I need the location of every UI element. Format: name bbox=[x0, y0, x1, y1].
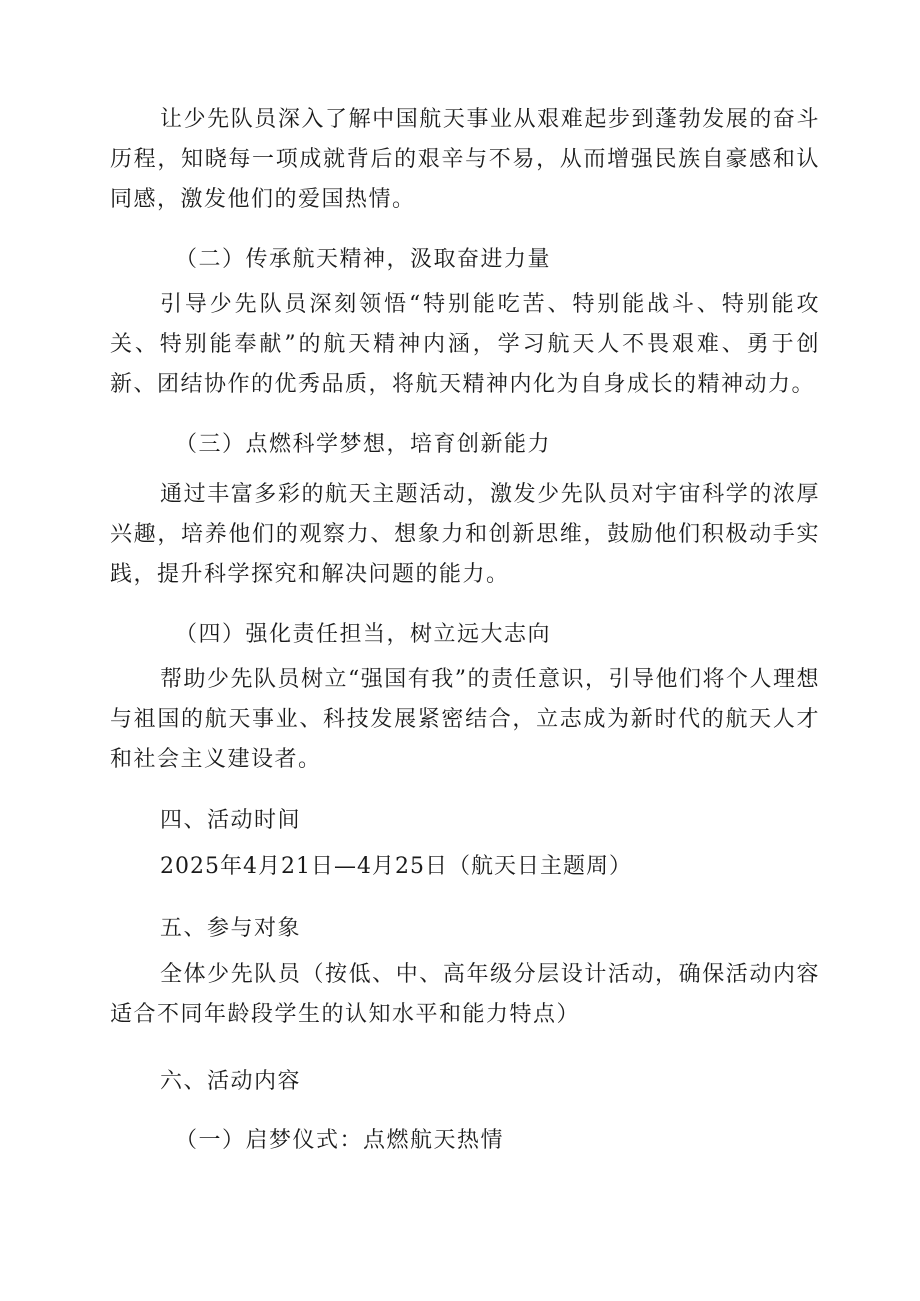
subheading-science: （三）点燃科学梦想，培育创新能力 bbox=[175, 432, 552, 457]
subheading-responsibility: （四）强化责任担当，树立远大志向 bbox=[175, 622, 552, 647]
activity-time-value: 2025年4月21日—4月25日（航天日主题周） bbox=[160, 854, 632, 879]
paragraph-target: 全体少先队员（按低、中、高年级分层设计活动，确保活动内容适合不同年龄段学生的认知水平和能力特点） bbox=[110, 962, 820, 1027]
subheading-spirit: （二）传承航天精神，汲取奋进力量 bbox=[175, 247, 552, 272]
paragraph-responsibility: 帮助少先队员树立“强国有我”的责任意识，引导他们将个人理想与祖国的航天事业、科技发展紧密结合，立志成为新时代的航天人才和社会主义建设者。 bbox=[110, 667, 820, 772]
section-heading-target: 五、参与对象 bbox=[160, 916, 302, 941]
section-heading-content: 六、活动内容 bbox=[160, 1069, 302, 1094]
paragraph-history: 让少先队员深入了解中国航天事业从艰难起步到蓬勃发展的奋斗历程，知晓每一项成就背后的艰辛与不易，从而增强民族自豪感和认同感，激发他们的爱国热情。 bbox=[110, 107, 820, 212]
paragraph-spirit: 引导少先队员深刻领悟“特别能吃苦、特别能战斗、特别能攻关、特别能奉献”的航天精神内涵，学习航天人不畏艰难、勇于创新、团结协作的优秀品质，将航天精神内化为自身成长的精神动力。 bbox=[110, 292, 820, 397]
subheading-ceremony: （一）启梦仪式：点燃航天热情 bbox=[175, 1128, 505, 1153]
section-heading-time: 四、活动时间 bbox=[160, 808, 302, 833]
paragraph-science: 通过丰富多彩的航天主题活动，激发少先队员对宇宙科学的浓厚兴趣，培养他们的观察力、想象力和创新思维，鼓励他们积极动手实践，提升科学探究和解决问题的能力。 bbox=[110, 482, 820, 587]
